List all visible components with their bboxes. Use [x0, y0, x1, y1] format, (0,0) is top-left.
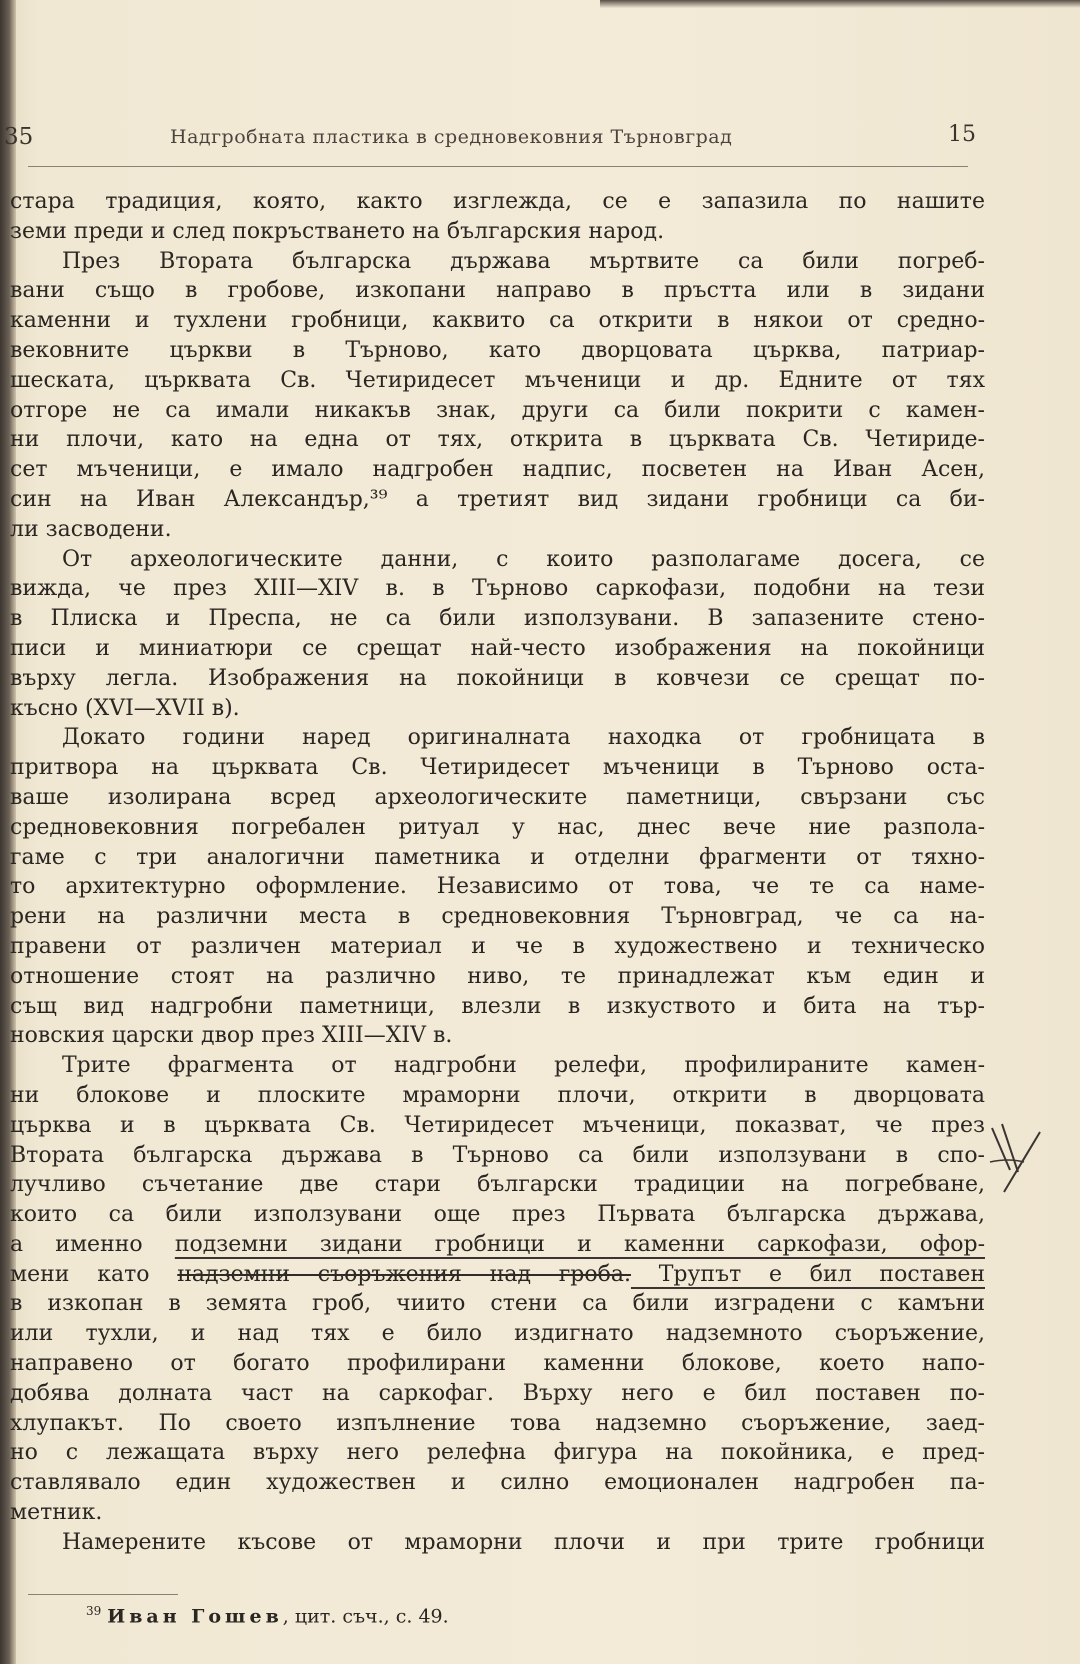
- text-line: [10, 1260, 985, 1290]
- page-top-edge: [600, 0, 1080, 8]
- handwritten-margin-mark: [988, 1118, 1048, 1198]
- footnote-citation: , цит. съч., с. 49.: [282, 1605, 449, 1628]
- footnote-rule: [28, 1594, 178, 1595]
- page-number: 15: [948, 122, 976, 147]
- text-line: средновековния погребален ритуал у нас, днес вече ние разпола-: [10, 814, 985, 840]
- text-line: стара традиция, която, както изглежда, се е запазила по нашите: [10, 189, 985, 214]
- text-line: [10, 1230, 985, 1260]
- text-line: гаме с три аналогични паметника и отделни фрагменти от тяхно-: [10, 844, 985, 870]
- text-line: рени на различни места в средновековния Търновград, че са на-: [10, 904, 985, 930]
- footnote: [86, 1604, 449, 1627]
- page-header: [0, 118, 1000, 158]
- text-line: новския царски двор през XIII—XIV в.: [10, 1023, 453, 1049]
- text-line: Трите фрагмента от надгробни релефи, профилираните камен-: [62, 1053, 985, 1079]
- text-line: ставлявало един художествен и силно емоционален надгробен па-: [10, 1470, 985, 1496]
- running-title: Надгробната пластика в средновековния Търновград: [170, 126, 733, 148]
- text-line: ли засводени.: [10, 516, 172, 542]
- underlined-text: подземни зидани гробници и каменни саркофази, офор-: [174, 1231, 985, 1257]
- text-line: През Втората българска държава мъртвите са били погреб-: [62, 248, 985, 274]
- text-line: същ вид надгробни паметници, влезли в изкуството и бита на тър-: [10, 993, 985, 1019]
- footnote-number: 39: [86, 1604, 102, 1618]
- text-line: Втората българска държава в Търново са били използувани в спо-: [10, 1142, 985, 1168]
- text-line: хлупакът. По своето изпълнение това надземно съоръжение, заед-: [10, 1410, 985, 1436]
- text-line: вековните църкви в Търново, като дворцовата църква, патриар-: [10, 337, 985, 363]
- text-fragment: а именно: [10, 1231, 175, 1257]
- text-line: ни блокове и плоските мраморни плочи, открити в дворцовата: [10, 1082, 985, 1108]
- text-line: лучливо съчетание две стари български традиции на погребване,: [10, 1172, 985, 1198]
- underlined-text: Трупът е бил поставен: [630, 1261, 985, 1287]
- text-line: вани също в гробове, изкопани направо в пръстта или в зидани: [10, 278, 985, 304]
- text-line: каменни и тухлени гробници, каквито са открити в някои от средно-: [10, 308, 985, 334]
- text-line: в изкопан в земята гроб, чиито стени са били изградени с камъни: [10, 1291, 985, 1317]
- text-line: то архитектурно оформление. Независимо от това, че те са наме-: [10, 874, 985, 900]
- text-line: ни плочи, като на една от тях, открита в църквата Св. Четириде-: [10, 427, 985, 453]
- facing-page-number-fragment: 35: [4, 124, 34, 150]
- text-line: Докато години наред оригиналната находка от гробницата в: [62, 725, 985, 751]
- text-line: син на Иван Александър,³⁹ а третият вид зидани гробници са би-: [10, 486, 985, 512]
- text-line: отгоре не са имали никакъв знак, други са били покрити с камен-: [10, 397, 985, 423]
- text-line: или тухли, и над тях е било издигнато надземното съоръжение,: [10, 1321, 985, 1347]
- text-line: земи преди и след покръстването на българския народ.: [10, 218, 665, 244]
- text-line: правени от различен материал и че в художествено и техническо: [10, 933, 985, 959]
- header-rule: [28, 166, 968, 167]
- text-line: които са били използувани още през Първата българска държава,: [10, 1202, 985, 1228]
- text-line: притвора на църквата Св. Четиридесет мъченици в Търново оста-: [10, 755, 985, 781]
- text-line: но с лежащата върху него релефна фигура на покойника, е пред-: [10, 1440, 985, 1466]
- footnote-author: Иван Гошев: [107, 1605, 283, 1628]
- text-line: в Плиска и Преспа, не са били използувани. В запазените стено-: [10, 606, 985, 632]
- text-line: църква и в църквата Св. Четиридесет мъченици, показват, че през: [10, 1112, 985, 1138]
- text-line: върху легла. Изображения на покойници в ковчези се срещат по-: [10, 665, 985, 691]
- text-line: писи и миниатюри се срещат най-често изображения на покойници: [10, 635, 985, 661]
- text-line: сет мъченици, е имало надгробен надпис, посветен на Иван Асен,: [10, 457, 985, 483]
- text-line: добява долната част на саркофаг. Върху него е бил поставен по-: [10, 1380, 985, 1406]
- text-line: направено от богато профилирани каменни блокове, което напо-: [10, 1351, 985, 1377]
- text-fragment: мени като: [10, 1261, 178, 1287]
- text-line: вижда, че през XIII—XIV в. в Търново саркофази, подобни на тези: [10, 576, 985, 602]
- text-line: От археологическите данни, с които разполагаме досега, се: [62, 546, 985, 572]
- text-line: късно (XVI—XVII в).: [10, 695, 240, 721]
- body-text: [10, 187, 985, 1558]
- text-line: ваше изолирана всред археологическите паметници, свързани със: [10, 784, 985, 810]
- text-line: шеската, църквата Св. Четиридесет мъченици и др. Едните от тях: [10, 367, 985, 393]
- text-line: отношение стоят на различно ниво, те принадлежат към един и: [10, 963, 985, 989]
- struck-through-text: надземни съоръжения над гроба.: [177, 1261, 631, 1287]
- text-line: Намерените късове от мраморни плочи и при трите гробници: [62, 1529, 985, 1555]
- text-line: метник.: [10, 1500, 103, 1526]
